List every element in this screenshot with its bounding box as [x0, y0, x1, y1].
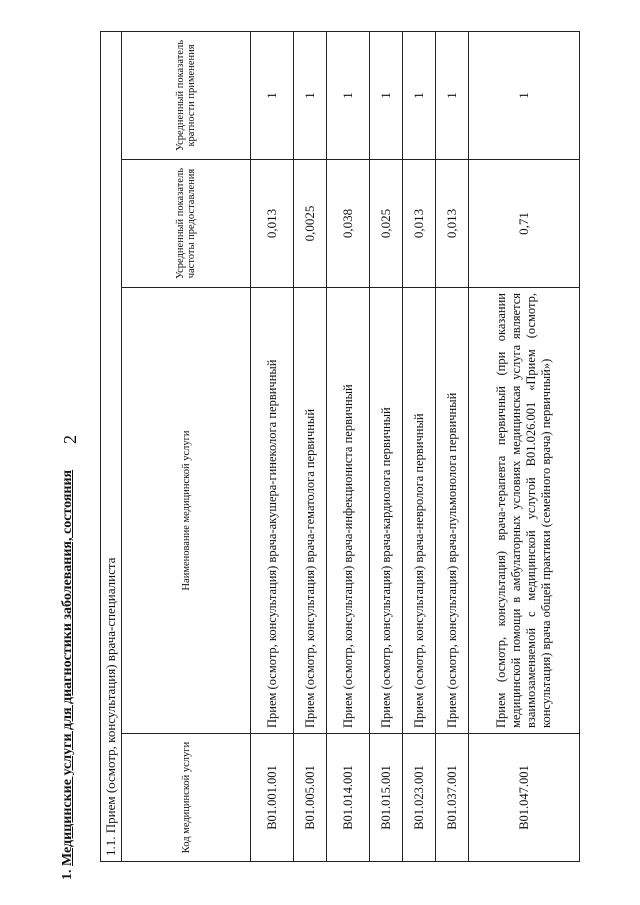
header-name: Наименование медицинской услуги — [122, 288, 251, 734]
cell-frequency: 0,038 — [327, 160, 370, 288]
cell-multiplicity: 1 — [294, 31, 327, 159]
cell-multiplicity: 1 — [251, 31, 294, 159]
cell-name: Прием (осмотр, консультация) врача-кардиолога первичный — [370, 288, 403, 734]
cell-frequency: 0,025 — [370, 160, 403, 288]
cell-multiplicity: 1 — [403, 31, 436, 159]
cell-code: B01.037.001 — [436, 734, 469, 862]
table-row — [327, 31, 370, 861]
cell-frequency: 0,013 — [403, 160, 436, 288]
cell-frequency: 0,71 — [469, 160, 580, 288]
header-frequency: Усредненный показатель частоты предоставления — [122, 160, 251, 288]
cell-code: B01.014.001 — [327, 734, 370, 862]
rotated-content — [60, 30, 553, 880]
table-header-row — [122, 31, 251, 861]
section-heading — [60, 470, 76, 880]
services-table — [100, 31, 580, 862]
cell-code: B01.001.001 — [251, 734, 294, 862]
subsection-title: 1.1. Прием (осмотр, консультация) врача-специалиста — [101, 31, 122, 861]
header-multiplicity: Усредненный показатель кратности применения — [122, 31, 251, 159]
cell-name: Прием (осмотр, консультация) врача-инфекциониста первичный — [327, 288, 370, 734]
cell-code: B01.023.001 — [403, 734, 436, 862]
cell-code: B01.047.001 — [469, 734, 580, 862]
cell-code: B01.015.001 — [370, 734, 403, 862]
cell-frequency: 0,013 — [436, 160, 469, 288]
table-row — [370, 31, 403, 861]
cell-name: Прием (осмотр, консультация) врача-акушера-гинеколога первичный — [251, 288, 294, 734]
cell-multiplicity: 1 — [436, 31, 469, 159]
table-row — [436, 31, 469, 861]
table-row — [469, 31, 580, 861]
cell-name: Прием (осмотр, консультация) врача-гематолога первичный — [294, 288, 327, 734]
cell-name: Прием (осмотр, консультация) врача-пульмонолога первичный — [436, 288, 469, 734]
section-heading-text: Медицинские услуги для диагностики заболевания, состояния — [60, 469, 75, 866]
section-heading-number: 1. — [60, 869, 75, 880]
page-number: 2 — [60, 435, 80, 444]
table-row — [251, 31, 294, 861]
table-subheading-row — [101, 31, 122, 861]
cell-multiplicity: 1 — [469, 31, 580, 159]
cell-frequency: 0,013 — [251, 160, 294, 288]
cell-name: Прием (осмотр, консультация) врача-невролога первичный — [403, 288, 436, 734]
cell-multiplicity: 1 — [327, 31, 370, 159]
cell-name: Прием (осмотр, консультация) врача-терапевта первичный (при оказании медицинской помощи в амбулаторных условиях медицинская услуга является взаимозаменяемой с медицинской услугой B01.026.001 «Прием (осмотр, консультация) врача общей практики (семейного врача) первичный») — [469, 288, 580, 734]
cell-code: B01.005.001 — [294, 734, 327, 862]
cell-frequency: 0,0025 — [294, 160, 327, 288]
cell-multiplicity: 1 — [370, 31, 403, 159]
table-row — [294, 31, 327, 861]
header-code: Код медицинской услуги — [122, 734, 251, 862]
table-row — [403, 31, 436, 861]
